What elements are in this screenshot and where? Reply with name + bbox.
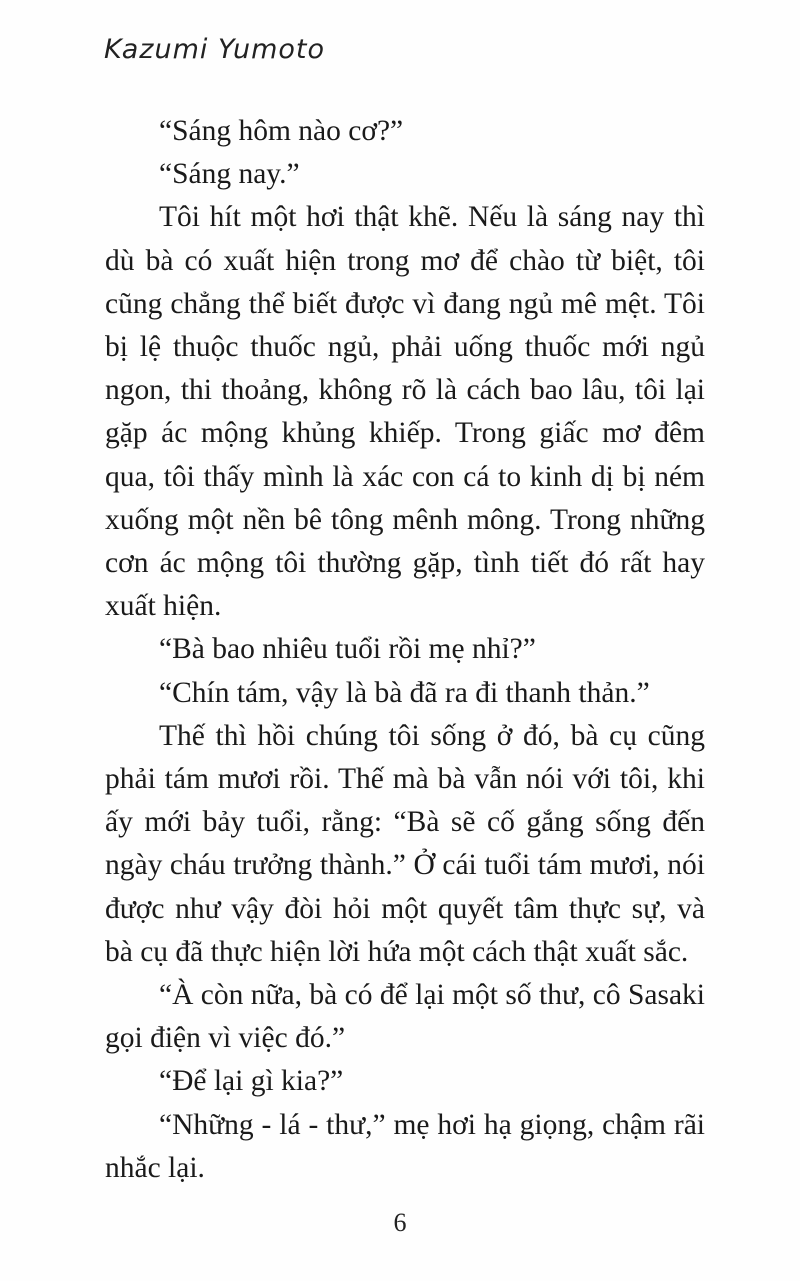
page-number: 6 xyxy=(393,1208,407,1237)
paragraph: “À còn nữa, bà có để lại một số thư, cô Sasaki gọi điện vì việc đó.” xyxy=(105,979,705,1055)
paragraph: “Sáng hôm nào cơ?” xyxy=(159,115,404,147)
paragraph: Tôi hít một hơi thật khẽ. Nếu là sáng nay thì dù bà có xuất hiện trong mơ để chào từ biệt, tôi cũng chẳng thể biết được vì đang ngủ mê mệt. Tôi bị lệ thuộc thuốc ngủ, phải uống thuốc mới ngủ ngon, thi thoảng, không rõ là cách bao lâu, tôi lại gặp ác mộng khủng khiếp. Trong giấc mơ đêm qua, tôi thấy mình là xác con cá to kinh dị bị ném xuống một nền bê tông mênh mông. Trong những cơn ác mộng tôi thường gặp, tình tiết đó rất hay xuất hiện. xyxy=(105,201,705,623)
paragraph: “Chín tám, vậy là bà đã ra đi thanh thản.” xyxy=(159,676,650,709)
paragraph: “Bà bao nhiêu tuổi rồi mẹ nhỉ?” xyxy=(159,633,536,666)
paragraph: “Những - lá - thư,” mẹ hơi hạ giọng, chậm rãi nhắc lại. xyxy=(105,1108,705,1184)
paragraph: Thế thì hồi chúng tôi sống ở đó, bà cụ cũng phải tám mươi rồi. Thế mà bà vẫn nói với tôi, khi ấy mới bảy tuổi, rằng: “Bà sẽ cố gắng sống đến ngày cháu trưởng thành.” Ở cái tuổi tám mươi, nói được như vậy đòi hỏi một quyết tâm thực sự, và bà cụ đã thực hiện lời hứa một cách thật xuất sắc. xyxy=(105,719,705,968)
paragraph: “Để lại gì kia?” xyxy=(159,1065,344,1098)
body-text xyxy=(105,110,705,1190)
paragraph: “Sáng nay.” xyxy=(159,158,300,191)
running-header: Kazumi Yumoto xyxy=(104,34,326,65)
